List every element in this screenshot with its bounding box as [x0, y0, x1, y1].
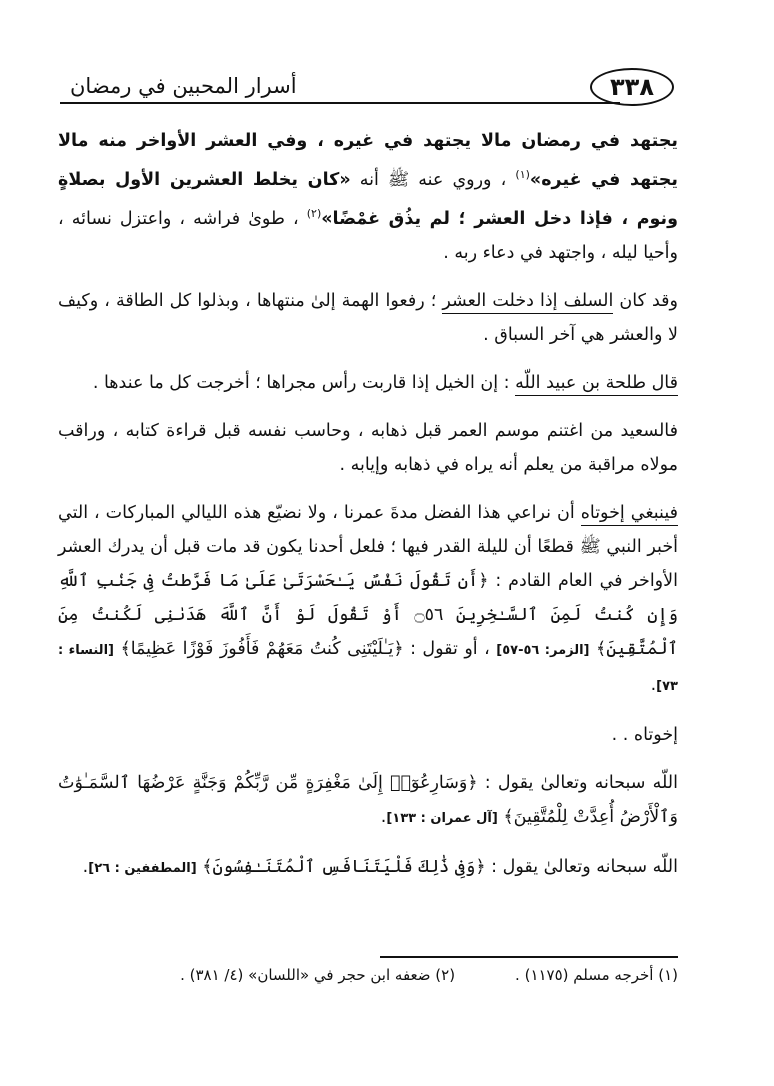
paragraph-7: [58, 766, 678, 836]
body-text: [58, 124, 678, 900]
footnote-1: (١) أخرجه مسلم (١١٧٥) .: [515, 966, 678, 984]
underlined-phrase: السلف إذا دخلت العشر: [442, 291, 613, 314]
footnote-2: (٢) ضعفه ابن حجر في «اللسان» (٤/ ٣٨١) .: [180, 966, 456, 984]
page-header: [60, 64, 674, 104]
header-rule: [60, 102, 620, 104]
footnotes: [58, 966, 678, 984]
footnote-ref-1: (١): [515, 168, 530, 181]
text-span: .: [82, 856, 89, 877]
underlined-phrase: قال طلحة بن عبيد اللّه: [515, 373, 678, 396]
quran-verse: ﴿وَفِى ذَٰلِكَ فَلْيَتَنَافَسِ ٱلْمُتَنَـٰفِسُونَ﴾: [202, 856, 486, 877]
text-span: أن نراعي هذا الفضل مدةَ عمرنا ، ولا نضيّع هذه الليالي المباركات ، التي أخبر النبي ﷺ قطعًا أن لليلة القدر فيها ؛ فلعل أحدنا يكون قد مات قبل أن يدرك العشر الأواخر في العام القادم :: [58, 502, 678, 591]
page-number: ٣٣٨: [590, 68, 674, 106]
text-span: إخوتاه . .: [611, 724, 678, 745]
quran-verse: ﴿وَسَارِعُوٓا۟ إِلَىٰ مَغْفِرَةٍ مِّن رَّبِّكُمْ وَجَنَّةٍ عَرْضُهَا ٱلسَّمَـٰوَٰتُ وَٱلْأَرْضُ أُعِدَّتْ لِلْمُتَّقِينَ﴾: [58, 772, 678, 827]
text-span: : إن الخيل إذا قاربت رأس مجراها ؛ أخرجت كل ما عندها .: [92, 372, 510, 393]
paragraph-2: [58, 284, 678, 352]
paragraph-6: [58, 718, 678, 752]
hadith-text-1: يجتهد في رمضان مالا يجتهد في غيره ، وفي العشر الأواخر منه مالا يجتهد في غيره»: [58, 131, 678, 190]
hadith-text-2: «كان يخلط العشرين الأول بصلاةٍ ونوم ، فإذا دخل العشر ؛ لم يذُق غمْضًا»: [58, 169, 678, 229]
verse-reference: [آل عمران : ١٣٣]: [386, 810, 498, 826]
paragraph-8: [58, 850, 678, 886]
text-span: ؛ رفعوا الهمة إلىٰ منتهاها ، وبذلوا كل الطاقة ، وكيف لا والعشر هي آخر السباق .: [58, 290, 678, 345]
verse-reference: [النساء : ٧٣]: [58, 642, 678, 694]
text-span: ، طوىٰ فراشه ، واعتزل نسائه ، وأحيا ليله ، واجتهد في دعاء ربه .: [58, 208, 678, 263]
text-span: .: [650, 674, 657, 695]
quran-verse: ﴿أَن تَقُولَ نَفْسٌ يَـٰحَسْرَتَىٰ عَلَىٰ مَا فَرَّطتُ فِى جَنۢبِ ٱللَّهِ وَإِن كُنتُ لَمِنَ ٱلسَّـٰخِرِينَ ۝٥٦ أَوْ تَقُولَ لَوْ أَنَّ ٱللَّهَ هَدَىٰنِى لَكُنتُ مِنَ ٱلْمُتَّقِينَ﴾: [58, 570, 678, 659]
paragraph-4: [58, 414, 678, 482]
paragraph-5: [58, 496, 678, 704]
text-span: اللّه سبحانه وتعالىٰ يقول :: [491, 856, 678, 877]
text-span: اللّه سبحانه وتعالىٰ يقول :: [484, 772, 679, 793]
text-span: ، أو تقول :: [410, 638, 490, 659]
underlined-phrase: فينبغي إخوتاه: [581, 503, 678, 526]
text-span: فالسعيد من اغتنم موسم العمر قبل ذهابه ، وحاسب نفسه قبل قراءة كتابه ، وراقب مولاه مراقبة من يعلم أنه يراه في ذهابه وإيابه .: [58, 420, 678, 475]
paragraph-3: [58, 366, 678, 400]
text-span: .: [380, 806, 387, 827]
text-span: وقد كان: [619, 290, 678, 311]
verse-reference: [الزمر: ٥٦-٥٧]: [496, 642, 590, 658]
footnote-ref-2: (٢): [306, 206, 322, 220]
quran-verse: ﴿يَـٰلَيْتَنِى كُنتُ مَعَهُمْ فَأَفُوزَ فَوْزًا عَظِيمًا﴾: [120, 638, 404, 659]
footnote-rule: [380, 956, 678, 958]
paragraph-1: [58, 124, 678, 270]
verse-reference: [المطففين : ٢٦]: [88, 860, 197, 876]
text-span: ، وروي عنه ﷺ أنه: [359, 169, 507, 190]
running-title: أسرار المحبين في رمضان: [70, 74, 297, 98]
